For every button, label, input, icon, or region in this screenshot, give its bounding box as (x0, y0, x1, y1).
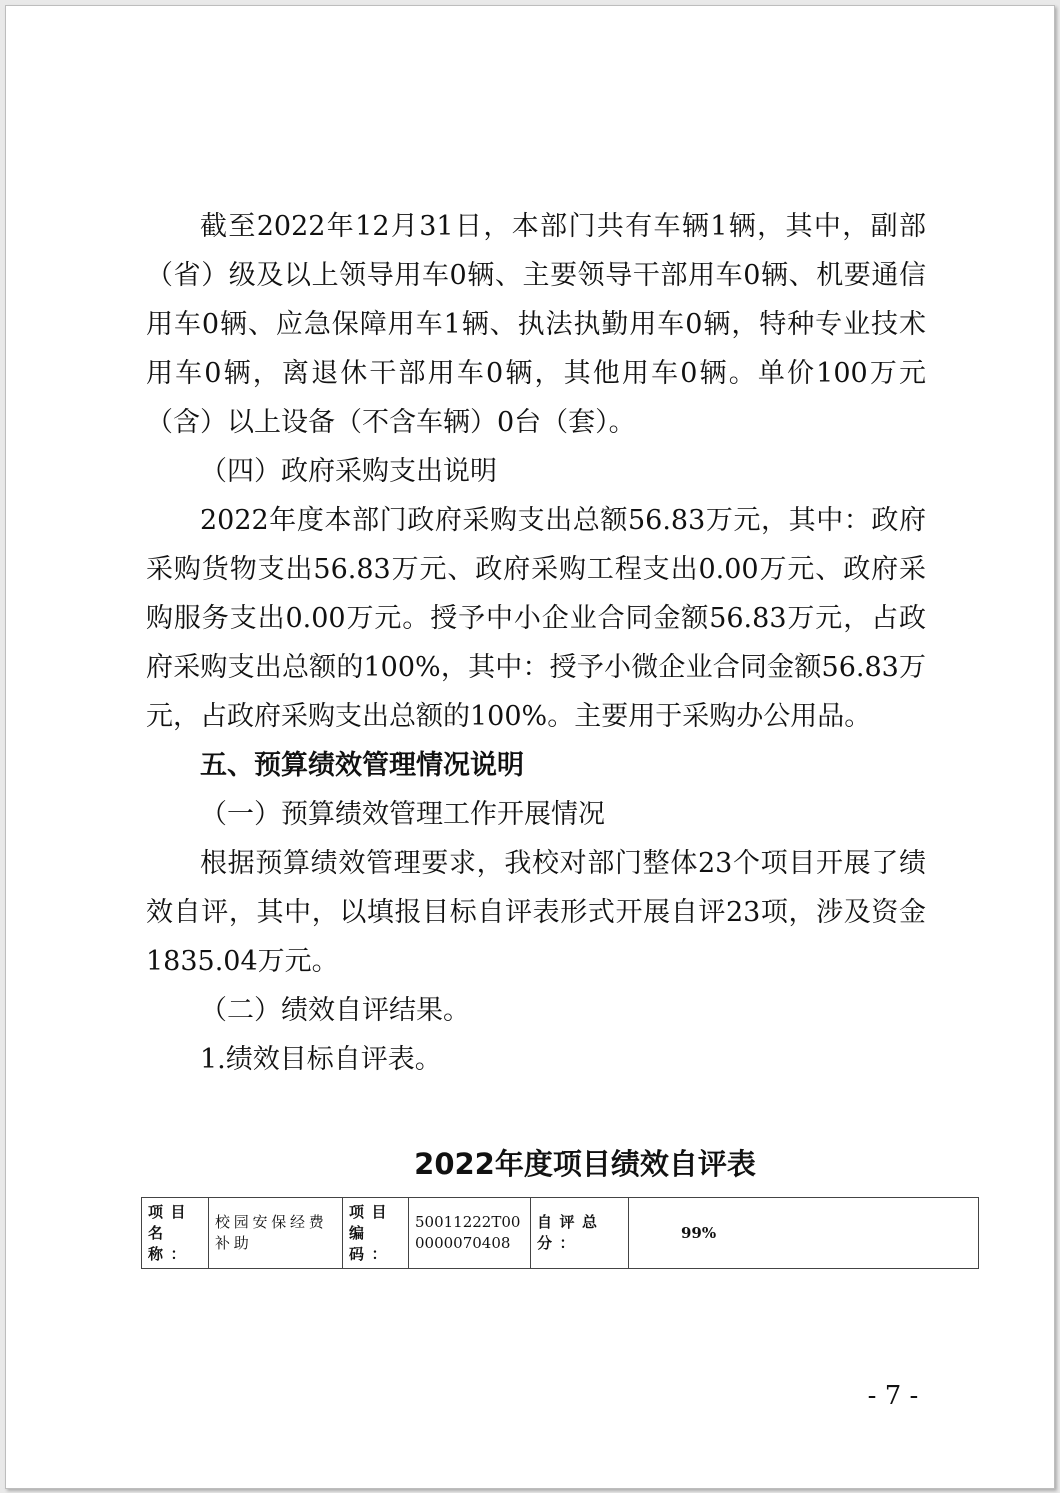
self-score-text: 99% (681, 1223, 717, 1242)
table-row (142, 1198, 979, 1269)
procurement-paragraph: 2022年度本部门政府采购支出总额56.83万元，其中：政府采购货物支出56.83万元、政府采购工程支出0.00万元、政府采购服务支出0.00万元。授予中小企业合同金额56.83万元，占政府采购支出总额的100%，其中：授予小微企业合同金额56.83万元，占政府采购支出总额的100%。主要用于采购办公用品。 (146, 505, 926, 732)
performance-table (141, 1197, 979, 1269)
table-title: 2022年度项目绩效自评表 (414, 1147, 756, 1181)
section-5-heading: 五、预算绩效管理情况说明 (200, 750, 524, 781)
body-text (146, 202, 926, 1084)
project-code-value: 50011222T000000070408 (409, 1198, 531, 1269)
table-1-heading: 1.绩效目标自评表。 (200, 1044, 442, 1075)
procurement-heading: （四）政府采购支出说明 (200, 456, 497, 487)
results-heading: （二）绩效自评结果。 (200, 995, 470, 1026)
work-heading: （一）预算绩效管理工作开展情况 (200, 799, 605, 830)
self-score-value (629, 1198, 979, 1269)
project-name-label: 项目名称： (142, 1198, 209, 1269)
work-paragraph: 根据预算绩效管理要求，我校对部门整体23个项目开展了绩效自评，其中，以填报目标自评表形式开展自评23项，涉及资金1835.04万元。 (146, 848, 926, 977)
project-code-label: 项目编码： (343, 1198, 409, 1269)
self-score-label: 自评总分： (531, 1198, 629, 1269)
vehicle-paragraph: 截至2022年12月31日，本部门共有车辆1辆，其中，副部（省）级及以上领导用车0辆、主要领导干部用车0辆、机要通信用车0辆、应急保障用车1辆、执法执勤用车0辆，特种专业技术用车0辆，离退休干部用车0辆，其他用车0辆。单价100万元（含）以上设备（不含车辆）0台（套）。 (146, 211, 926, 438)
page-number: - 7 - (867, 1381, 919, 1411)
project-name-value: 校园安保经费补助 (209, 1198, 343, 1269)
